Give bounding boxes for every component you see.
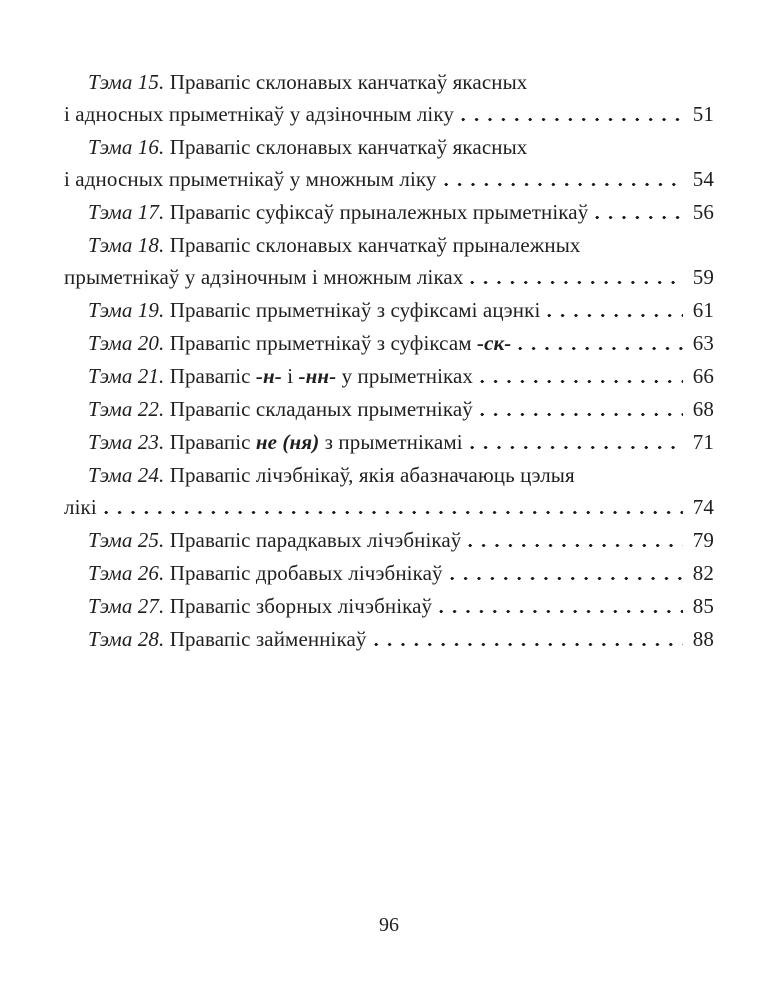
toc-entry xyxy=(64,360,714,392)
toc-entry-text: Тэма 20. Правапіс прыметнікаў з суфіксам -ск- xyxy=(88,331,512,355)
dot-leader xyxy=(470,445,683,450)
dot-leader xyxy=(444,182,683,187)
dot-leader xyxy=(374,642,684,647)
toc-entry-text: Тэма 27. Правапіс зборных лічэбнікаў xyxy=(88,594,433,618)
toc-entry xyxy=(64,590,714,622)
entry-page-number: 66 xyxy=(692,364,714,388)
toc-entry-text: Тэма 23. Правапіс не (ня) з прыметнікамі xyxy=(88,430,463,454)
dot-leader xyxy=(480,412,683,417)
toc-entry-text: Тэма 19. Правапіс прыметнікаў з суфіксамі ацэнкі xyxy=(88,298,541,322)
toc xyxy=(64,66,714,656)
toc-entry xyxy=(64,623,714,655)
entry-page-number: 68 xyxy=(692,397,714,421)
toc-entry xyxy=(64,66,714,130)
dot-leader xyxy=(439,609,683,614)
toc-entry xyxy=(64,459,714,523)
toc-entry-line xyxy=(64,229,714,261)
toc-entry-line xyxy=(64,557,714,589)
toc-entry xyxy=(64,557,714,589)
footer-page-number: 96 xyxy=(379,914,399,936)
entry-page-number: 71 xyxy=(692,430,714,454)
toc-entry-line xyxy=(64,98,714,130)
toc-entry xyxy=(64,524,714,556)
toc-entry-text: Тэма 15. Правапіс склонавых канчаткаў якасных xyxy=(88,70,528,94)
toc-entry-line xyxy=(64,196,714,228)
toc-entry-line xyxy=(64,360,714,392)
toc-entry-text: Тэма 21. Правапіс -н- і -нн- у прыметніках xyxy=(88,364,474,388)
toc-entry-line xyxy=(64,590,714,622)
toc-entry-text: Тэма 25. Правапіс парадкавых лічэбнікаў xyxy=(88,528,462,552)
entry-page-number: 88 xyxy=(692,627,714,651)
toc-entry-text: і адносных прыметнікаў у множным ліку xyxy=(64,167,437,191)
entry-page-number: 63 xyxy=(692,331,714,355)
dot-leader xyxy=(470,280,683,285)
toc-entry-line xyxy=(64,524,714,556)
toc-entry xyxy=(64,196,714,228)
toc-entry-line xyxy=(64,426,714,458)
dot-leader xyxy=(518,346,683,351)
toc-entry-line xyxy=(64,131,714,163)
toc-entry xyxy=(64,426,714,458)
entry-page-number: 82 xyxy=(692,561,714,585)
toc-entry-line xyxy=(64,294,714,326)
toc-entry-line xyxy=(64,163,714,195)
toc-entry-text: Тэма 17. Правапіс суфіксаў прыналежных прыметнікаў xyxy=(88,200,589,224)
toc-entry xyxy=(64,229,714,293)
entry-page-number: 61 xyxy=(692,298,714,322)
dot-leader xyxy=(547,313,683,318)
toc-entry xyxy=(64,327,714,359)
entry-page-number: 85 xyxy=(692,594,714,618)
toc-entry-line xyxy=(64,459,714,491)
entry-page-number: 59 xyxy=(692,265,714,289)
toc-entry-line xyxy=(64,261,714,293)
dot-leader xyxy=(468,543,683,548)
page-footer xyxy=(64,913,714,937)
toc-entry-text: лікі xyxy=(64,495,97,519)
dot-leader xyxy=(104,510,683,515)
dot-leader xyxy=(480,379,683,384)
toc-entry-line xyxy=(64,327,714,359)
dot-leader xyxy=(595,215,683,220)
dot-leader xyxy=(461,117,683,122)
toc-entry xyxy=(64,294,714,326)
toc-entry-line xyxy=(64,623,714,655)
toc-entry-text: Тэма 18. Правапіс склонавых канчаткаў прыналежных xyxy=(88,233,581,257)
toc-entry-text: Тэма 26. Правапіс дробавых лічэбнікаў xyxy=(88,561,443,585)
toc-entry-line xyxy=(64,491,714,523)
toc-entry-text: Тэма 16. Правапіс склонавых канчаткаў якасных xyxy=(88,135,528,159)
toc-entry-line xyxy=(64,393,714,425)
entry-page-number: 56 xyxy=(692,200,714,224)
toc-entry-line xyxy=(64,66,714,98)
entry-page-number: 54 xyxy=(692,167,714,191)
toc-entry-text: і адносных прыметнікаў у адзіночным ліку xyxy=(64,102,454,126)
entry-page-number: 79 xyxy=(692,528,714,552)
toc-entry-text: Тэма 24. Правапіс лічэбнікаў, якія абазначаюць цэлыя xyxy=(88,463,575,487)
toc-entry-text: Тэма 22. Правапіс складаных прыметнікаў xyxy=(88,397,473,421)
entry-page-number: 74 xyxy=(692,495,714,519)
toc-entry-text: Тэма 28. Правапіс займеннікаў xyxy=(88,627,367,651)
entry-page-number: 51 xyxy=(692,102,714,126)
toc-entry xyxy=(64,131,714,195)
toc-entry xyxy=(64,393,714,425)
toc-entry-text: прыметнікаў у адзіночным і множным ліках xyxy=(64,265,464,289)
dot-leader xyxy=(450,576,683,581)
